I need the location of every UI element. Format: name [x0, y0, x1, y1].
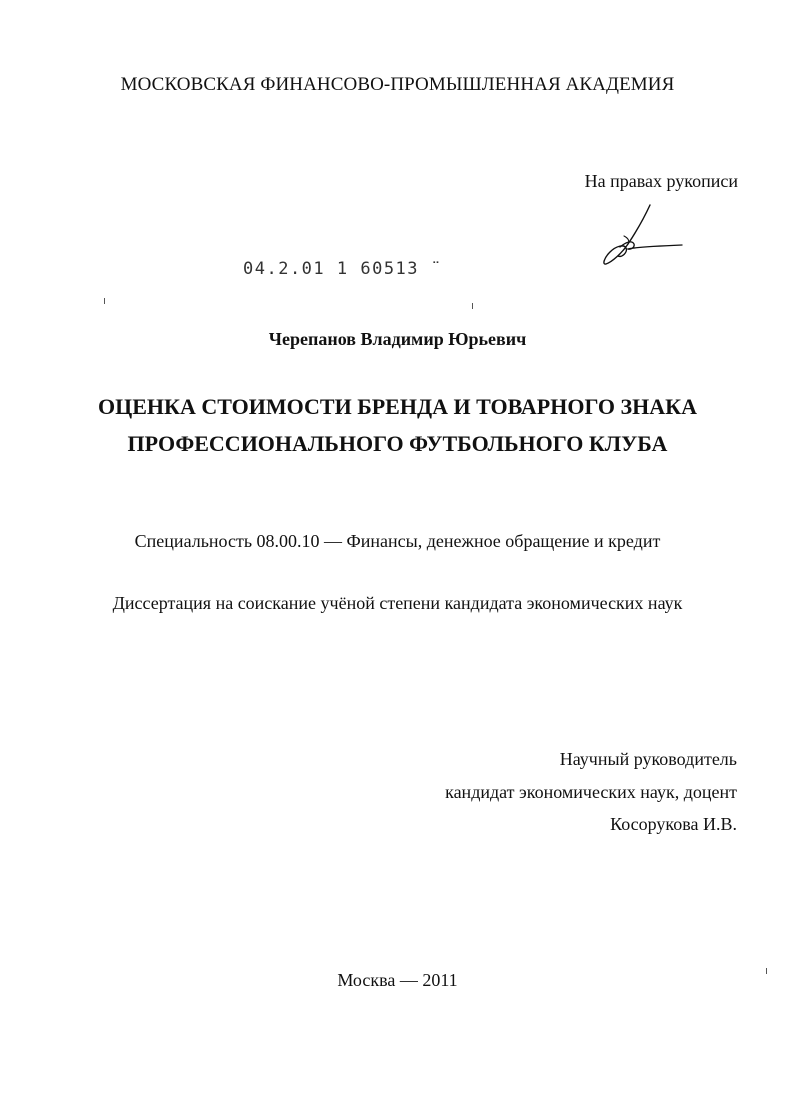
title-line-1: ОЦЕНКА СТОИМОСТИ БРЕНДА И ТОВАРНОГО ЗНАКА [98, 394, 697, 419]
supervisor-degree: кандидат экономических наук, доцент [445, 782, 737, 802]
dissertation-degree-line: Диссертация на соискание учёной степени кандидата экономических наук [112, 593, 683, 613]
registration-number: 04.2.01 1 60513 ¨ [243, 259, 443, 279]
manuscript-note: На правах рукописи [584, 171, 738, 191]
city-year: Москва — 2011 [337, 970, 458, 990]
institution-name: МОСКОВСКАЯ ФИНАНСОВО-ПРОМЫШЛЕННАЯ АКАДЕМИЯ [120, 74, 675, 95]
specialty-line: Специальность 08.00.10 — Финансы, денежное обращение и кредит [134, 531, 661, 551]
dissertation-title [0, 388, 795, 462]
supervisor-label: Научный руководитель [559, 749, 737, 769]
author-name: Черепанов Владимир Юрьевич [268, 329, 527, 349]
scan-speck [104, 298, 105, 304]
scan-speck [472, 303, 473, 309]
signature-icon [598, 200, 688, 275]
supervisor-name: Косорукова И.В. [610, 814, 737, 834]
title-line-2: ПРОФЕССИОНАЛЬНОГО ФУТБОЛЬНОГО КЛУБА [127, 431, 668, 456]
